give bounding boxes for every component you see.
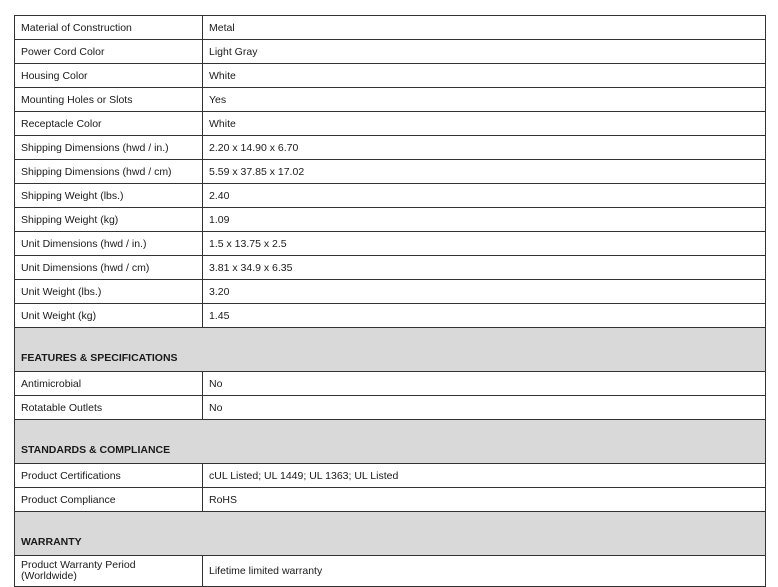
spec-label: Antimicrobial [15, 372, 203, 396]
table-row [15, 556, 766, 587]
table-row [15, 208, 766, 232]
table-row [15, 232, 766, 256]
spec-value: 2.20 x 14.90 x 6.70 [203, 136, 766, 160]
table-row [15, 256, 766, 280]
spec-label: Product Compliance [15, 488, 203, 512]
spec-label: Power Cord Color [15, 40, 203, 64]
spec-value: Metal [203, 16, 766, 40]
spec-value: 3.20 [203, 280, 766, 304]
table-row [15, 372, 766, 396]
spec-value: cUL Listed; UL 1449; UL 1363; UL Listed [203, 464, 766, 488]
spec-label: Mounting Holes or Slots [15, 88, 203, 112]
section-heading-standards: STANDARDS & COMPLIANCE [15, 420, 766, 464]
spec-label: Unit Weight (kg) [15, 304, 203, 328]
table-row [15, 64, 766, 88]
spec-value: Lifetime limited warranty [203, 556, 766, 587]
table-row [15, 464, 766, 488]
section-heading-warranty: WARRANTY [15, 512, 766, 556]
spec-label-cell [15, 556, 203, 587]
spec-label: Receptacle Color [15, 112, 203, 136]
spec-label: Unit Weight (lbs.) [15, 280, 203, 304]
spec-value: 1.5 x 13.75 x 2.5 [203, 232, 766, 256]
spec-label: Unit Dimensions (hwd / cm) [15, 256, 203, 280]
spec-value: 5.59 x 37.85 x 17.02 [203, 160, 766, 184]
spec-label: Rotatable Outlets [15, 396, 203, 420]
spec-value: No [203, 372, 766, 396]
spec-label: Shipping Weight (lbs.) [15, 184, 203, 208]
spec-value: White [203, 112, 766, 136]
spec-label: Shipping Dimensions (hwd / in.) [15, 136, 203, 160]
table-row [15, 88, 766, 112]
spec-label: Material of Construction [15, 16, 203, 40]
table-row [15, 112, 766, 136]
spec-label: Unit Dimensions (hwd / in.) [15, 232, 203, 256]
spec-value: 1.45 [203, 304, 766, 328]
spec-value: Yes [203, 88, 766, 112]
section-header-row [15, 328, 766, 372]
spec-value: 1.09 [203, 208, 766, 232]
section-header-row [15, 512, 766, 556]
table-row [15, 280, 766, 304]
spec-value: No [203, 396, 766, 420]
table-row [15, 396, 766, 420]
section-heading-features: FEATURES & SPECIFICATIONS [15, 328, 766, 372]
spec-label: Housing Color [15, 64, 203, 88]
spec-value: 2.40 [203, 184, 766, 208]
spec-label: Shipping Weight (kg) [15, 208, 203, 232]
spec-label: Shipping Dimensions (hwd / cm) [15, 160, 203, 184]
table-row [15, 488, 766, 512]
table-row [15, 160, 766, 184]
section-header-row [15, 420, 766, 464]
table-row [15, 304, 766, 328]
spec-value: White [203, 64, 766, 88]
spec-value: 3.81 x 34.9 x 6.35 [203, 256, 766, 280]
spec-value: Light Gray [203, 40, 766, 64]
table-row [15, 16, 766, 40]
table-row [15, 136, 766, 160]
table-row [15, 184, 766, 208]
spec-label: Product Certifications [15, 464, 203, 488]
spec-value: RoHS [203, 488, 766, 512]
spec-label-line: (Worldwide) [21, 570, 77, 582]
spec-label-line: Product Warranty Period [21, 559, 136, 571]
table-row [15, 40, 766, 64]
specifications-table [14, 15, 766, 587]
